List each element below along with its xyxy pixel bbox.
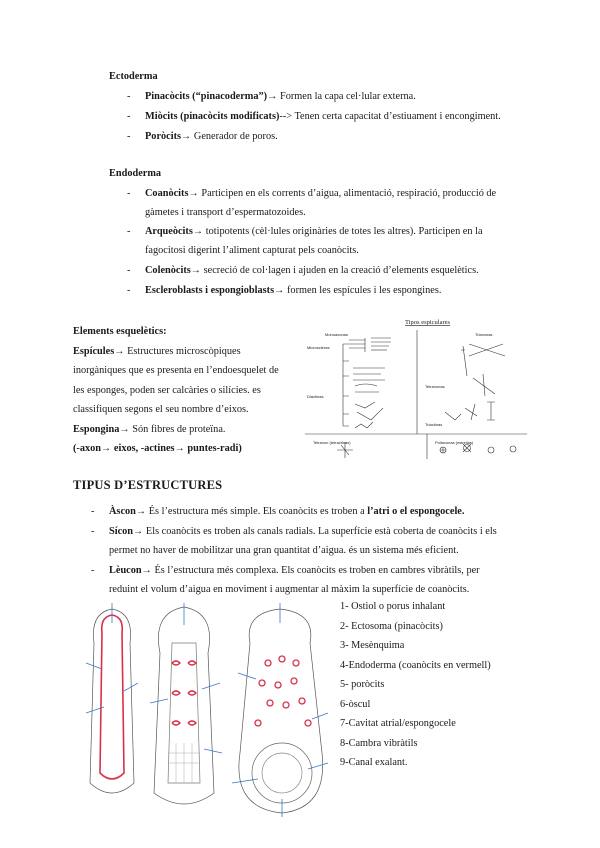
list-item: - Miòcits (pinacòcits modificats)--> Tenen certa capacitat d’estiuament i encongiment. bbox=[127, 111, 501, 122]
spicule-figure-title: Tipos espiculares bbox=[405, 319, 451, 326]
espongina-term: Espongina bbox=[73, 423, 120, 435]
legend-item: 5- poròcits bbox=[340, 679, 385, 690]
label-diactinas: Diactinas bbox=[307, 394, 324, 399]
sponge-structures-illustration bbox=[72, 603, 334, 818]
structures-list bbox=[91, 502, 497, 600]
list-item: - Coanòcits→ Participen en els corrents d’aigua, alimentació, respiració, producció de gàmetes i transport d’espermatozoides. bbox=[127, 188, 497, 218]
legend-item: 8-Cambra vibràtils bbox=[340, 737, 418, 749]
espicules-term: Espícules bbox=[73, 345, 115, 357]
label-poliaxonas: Poliaxonas (estrellas) bbox=[435, 440, 474, 445]
list-item: - Poròcits→ Generador de poros. bbox=[127, 131, 278, 142]
label-triactinas: Triactinas bbox=[425, 422, 443, 427]
spicule-types-figure bbox=[305, 316, 527, 459]
list-item: - Sícon→ Els coanòcits es troben als canals radials. La superfície està coberta de coanòcits i els permet no haver de mobilitzar una gran quantitat d’aigua. és un sistema més eficient. bbox=[91, 525, 497, 556]
label-monoaxonas: Monoaxonas bbox=[325, 332, 348, 337]
endoderma-list bbox=[127, 188, 497, 305]
list-item: - Escleroblasts i espongioblasts→ formen les espícules i les espongines. bbox=[127, 285, 442, 296]
label-microscleras: Microscleras bbox=[307, 345, 330, 350]
legend-item: 9-Canal exalant. bbox=[340, 757, 408, 768]
ectoderma-list bbox=[127, 91, 501, 151]
legend-item: 7-Cavitat atrial/espongocele bbox=[340, 718, 456, 729]
label-triaxonas: Triaxonas bbox=[475, 332, 493, 337]
list-item: - Arqueòcits→ totipotents (cèl·lules originàries de totes les altres). Participen en la fagocitosi digerint l’aliment capturat pels coanòcits. bbox=[127, 226, 483, 256]
structure-legend bbox=[340, 597, 491, 773]
list-item: - Àscon→ És l’estructura més simple. Els coanòcits es troben a l’atri o el espongocele. bbox=[91, 506, 465, 517]
suffix-note: (-axon→ eixos, -actines→ puntes-radi) bbox=[73, 443, 242, 454]
list-item: - Colenòcits→ secreció de col·lagen i ajuden en la creació d’elements esquelètics. bbox=[127, 265, 479, 276]
legend-item: 6-òscul bbox=[340, 698, 371, 710]
ectoderma-heading: Ectoderma bbox=[109, 71, 158, 82]
legend-item: 3- Mesènquima bbox=[340, 640, 405, 651]
legend-item: 2- Ectosoma (pinacòcits) bbox=[340, 620, 443, 632]
list-item: - Lèucon→ És l’estructura més complexa. Els coanòcits es troben en cambres vibràtils, per reduint el volum d’aigua en moviment i augmentar al màxim la superfície de coanòcits. bbox=[91, 564, 480, 595]
endoderma-heading: Endoderma bbox=[109, 168, 162, 179]
list-item: - Pinacòcits (“pinacoderma”)→ Formen la capa cel·lular externa. bbox=[127, 91, 416, 102]
skeletal-heading: Elements esquelètics: bbox=[73, 326, 167, 337]
label-tetraxon: Tetraxon (tetractinas) bbox=[313, 440, 351, 445]
skeletal-elements-block: Elements esquelètics: Espícules→ Estructures microscòpiques inorgàniques que es presenta en l’endoesquelet de les esponges, poden ser calcàries o silícies. es classifiquen segons el seu nombre d’eixos. Espongina→ Són fibres de proteïna. (-axon→ eixos, -actines→ puntes-radi) bbox=[73, 322, 305, 459]
legend-item: 1- Ostiol o porus inhalant bbox=[340, 601, 446, 612]
legend-item: 4-Endoderma (coanòcits en vermell) bbox=[340, 659, 491, 671]
label-tetraxonas: Tetraxonas bbox=[425, 384, 445, 389]
structures-heading: TIPUS D’ESTRUCTURES bbox=[73, 478, 223, 492]
